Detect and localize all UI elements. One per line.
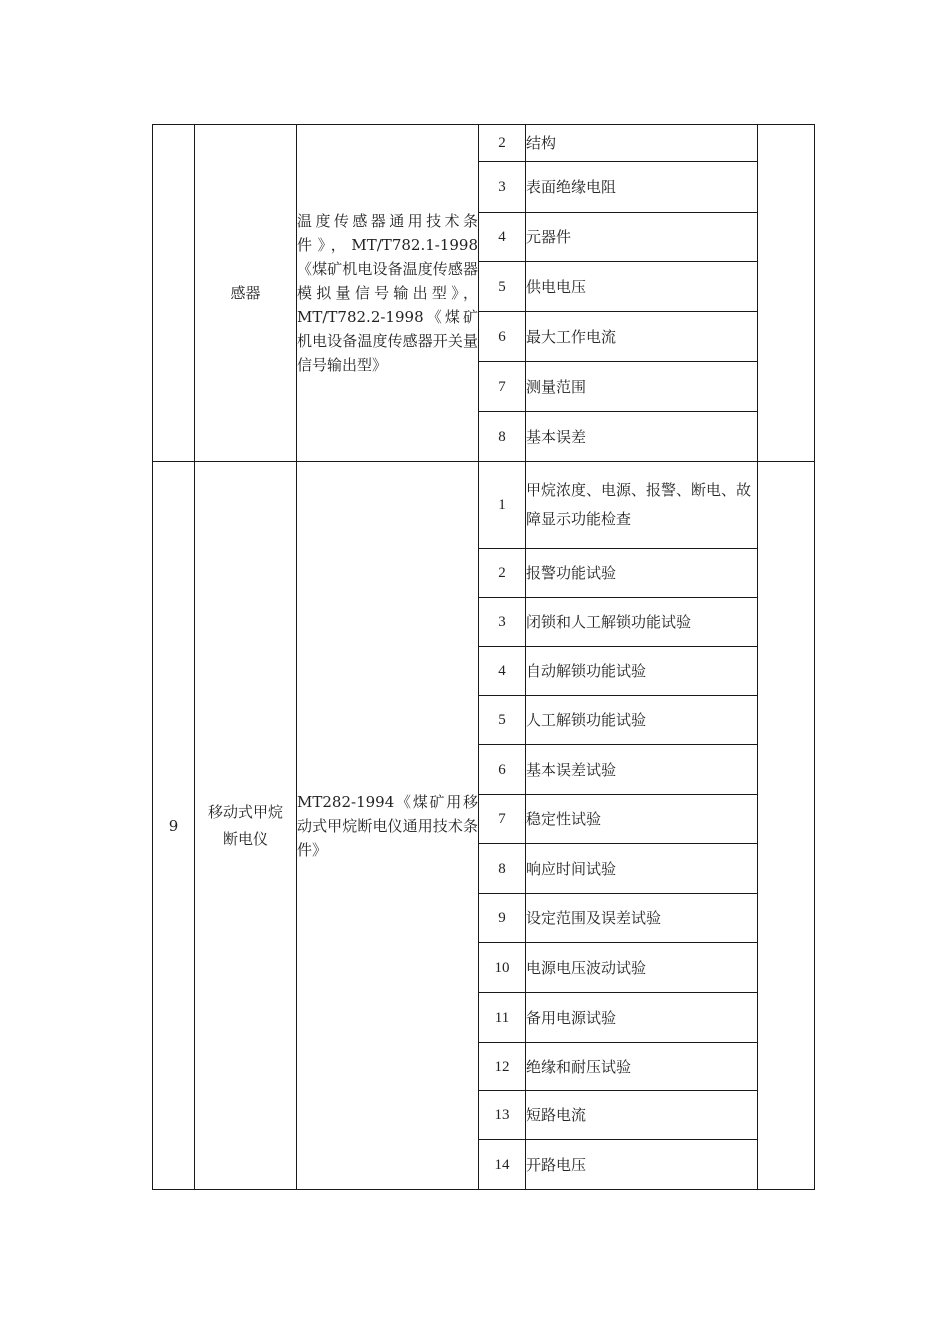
section-number-cell [153, 125, 195, 462]
item-name-cell: 人工解锁功能试验 [526, 696, 758, 745]
item-number-cell: 3 [479, 162, 526, 213]
item-name-cell: 供电电压 [526, 262, 758, 312]
item-number-cell: 8 [479, 412, 526, 462]
product-name-cell: 感器 [195, 125, 297, 462]
item-number-cell: 14 [479, 1140, 526, 1190]
standard-cell [297, 462, 479, 1190]
item-name-cell: 基本误差 [526, 412, 758, 462]
item-number-cell: 2 [479, 125, 526, 162]
item-number-cell: 4 [479, 213, 526, 262]
item-name-cell: 绝缘和耐压试验 [526, 1043, 758, 1091]
item-name-cell: 元器件 [526, 213, 758, 262]
item-number-cell: 6 [479, 745, 526, 795]
item-name-cell: 基本误差试验 [526, 745, 758, 795]
item-name-cell: 设定范围及误差试验 [526, 894, 758, 943]
item-number-cell: 2 [479, 549, 526, 598]
item-name-cell: 报警功能试验 [526, 549, 758, 598]
item-number-cell: 10 [479, 943, 526, 993]
item-name-cell: 短路电流 [526, 1091, 758, 1140]
item-number-cell: 8 [479, 844, 526, 894]
item-number-cell: 7 [479, 795, 526, 844]
item-number-cell: 9 [479, 894, 526, 943]
remarks-cell [758, 462, 815, 1190]
item-name-cell: 开路电压 [526, 1140, 758, 1190]
standard-text: MT282-1994《煤矿用移动式甲烷断电仪通用技术条件》 [297, 792, 478, 859]
item-name-cell: 最大工作电流 [526, 312, 758, 362]
item-name-cell: 自动解锁功能试验 [526, 647, 758, 696]
item-name-cell: 结构 [526, 125, 758, 162]
item-name-cell: 甲烷浓度、电源、报警、断电、故障显示功能检查 [526, 462, 758, 549]
item-number-cell: 13 [479, 1091, 526, 1140]
item-number-cell: 6 [479, 312, 526, 362]
standard-cell [297, 125, 479, 462]
item-number-cell: 3 [479, 598, 526, 647]
item-name-cell: 备用电源试验 [526, 993, 758, 1043]
item-number-cell: 1 [479, 462, 526, 549]
inspection-items-table [152, 124, 815, 1190]
item-name-cell: 电源电压波动试验 [526, 943, 758, 993]
item-name-cell: 闭锁和人工解锁功能试验 [526, 598, 758, 647]
item-number-cell: 4 [479, 647, 526, 696]
item-name-cell: 测量范围 [526, 362, 758, 412]
table-row [153, 125, 815, 162]
item-number-cell: 7 [479, 362, 526, 412]
section-number-cell: 9 [153, 462, 195, 1190]
item-number-cell: 5 [479, 262, 526, 312]
item-name-cell: 稳定性试验 [526, 795, 758, 844]
remarks-cell [758, 125, 815, 462]
standard-text: 温度传感器通用技术条件》，MT/T782.1-1998《煤矿机电设备温度传感器模拟量信号输出型》，MT/T782.2-1998《煤矿机电设备温度传感器开关量信号输出型》 [297, 212, 478, 374]
item-number-cell: 5 [479, 696, 526, 745]
item-name-cell: 表面绝缘电阻 [526, 162, 758, 213]
item-number-cell: 12 [479, 1043, 526, 1091]
product-name-cell [195, 462, 297, 1190]
table-row [153, 462, 815, 549]
product-name-text: 移动式甲烷断电仪 [207, 802, 283, 848]
item-name-cell: 响应时间试验 [526, 844, 758, 894]
item-number-cell: 11 [479, 993, 526, 1043]
table-body [153, 125, 815, 1190]
